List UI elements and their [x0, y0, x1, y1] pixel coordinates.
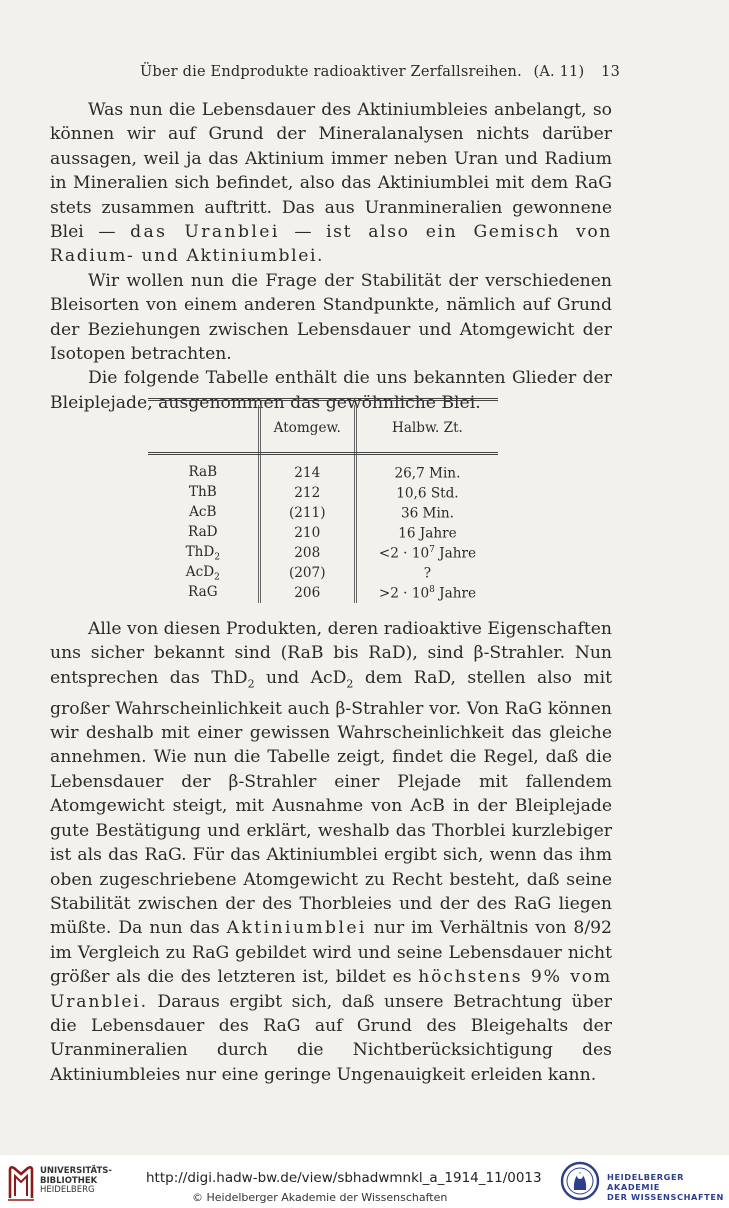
- paragraph-3: Die folgende Tabelle enthält die uns bekannten Glieder der Bleiplejade, ausgenommen das gewöhnliche Blei.: [50, 368, 612, 413]
- table-row: [148, 583, 498, 603]
- atomic-weight-cell: (207): [259, 563, 355, 583]
- library-line-1: UNIVERSITÄTS-: [40, 1166, 112, 1176]
- isotope-subscript: 2: [214, 572, 220, 583]
- table-top-rule: [148, 398, 498, 405]
- atomic-weight-cell: 212: [259, 483, 355, 503]
- half-life-cell: [355, 563, 498, 583]
- university-library-name: [40, 1167, 112, 1196]
- paragraph-4-part-b: und AcD: [254, 667, 347, 688]
- half-life-cell: [355, 483, 498, 503]
- table-header-name: [148, 405, 259, 454]
- paragraphs-bottom: [50, 617, 612, 1087]
- half-life-value: 16 Jahre: [398, 525, 457, 542]
- isotope-cell: [148, 483, 259, 503]
- isotope-cell: [148, 563, 259, 583]
- table-row: [148, 483, 498, 503]
- half-life-value: ?: [423, 565, 432, 582]
- paragraph-4-part-c: dem RaD, stellen also mit großer Wahrscheinlichkeit auch β-Strahler vor. Von RaG können wir deshalb mit einer gewissen Wahrscheinlichkeit das gleiche annehmen. Wie nun die Tabelle zeigt, findet die Regel, daß die Lebensdauer der β-Strahler einer Plejade mit fallendem Atomgewicht steigt, mit Ausnahme von AcB in der Bleiplejade gute Bestätigung und erklärt, weshalb das Thorblei kurzlebiger ist als das RaG. Für das Aktiniumblei ergibt sich, wenn das ihm oben zugeschriebene Atomgewicht zu Recht besteht, daß seine Stabilität zwischen der des Thorbleies und der des RaG liegen müßte. Da nun das: [50, 667, 613, 939]
- bleiplejade-table: [148, 398, 498, 603]
- half-life-value: 36 Min.: [400, 505, 454, 522]
- atomic-weight-cell: 210: [259, 523, 355, 543]
- paragraph-4-part-g: Daraus ergibt sich, daß unsere Betrachtung über die Lebensdauer des RaG auf Grund des Bleigehalts der Uranmineralien durch die Nichtberücksichtigung des Aktiniumbleies nur eine geringe Ungenauigkeit erleiden kann.: [50, 991, 612, 1085]
- isotope-name: RaD: [188, 523, 218, 540]
- table-row: [148, 454, 498, 484]
- table-row: [148, 563, 498, 583]
- atomic-weight-cell: 206: [259, 583, 355, 603]
- library-line-2: BIBLIOTHEK: [40, 1175, 98, 1186]
- header-ref: (A. 11): [533, 64, 585, 80]
- university-library-logo-icon: [6, 1162, 36, 1202]
- emphasis-gemisch: ist also ein Gemisch von Radium- und Aktiniumblei.: [50, 222, 612, 267]
- paragraph-1-dash: —: [279, 222, 327, 243]
- atomic-weight-cell: 208: [259, 543, 355, 563]
- half-life-cell: [355, 523, 498, 543]
- half-life-unit: Jahre: [434, 545, 477, 562]
- paragraph-1: [50, 98, 612, 269]
- isotope-name: AcD: [185, 563, 215, 580]
- isotope-cell: [148, 503, 259, 523]
- isotope-name: RaB: [188, 463, 218, 480]
- copyright-notice: © Heidelberger Akademie der Wissenschaften: [192, 1191, 448, 1204]
- academy-line-2: DER WISSENSCHAFTEN: [607, 1192, 725, 1202]
- isotope-cell: [148, 583, 259, 603]
- table-header-atomgew: Atomgew.: [259, 405, 355, 454]
- table-row: [148, 543, 498, 563]
- isotope-subscript: 2: [214, 552, 221, 563]
- header-ref-and-page: [533, 64, 620, 80]
- half-life-exponent: 8: [429, 584, 435, 595]
- running-header: [140, 64, 620, 80]
- paragraph-4-part-a: Alle von diesen Produkten, deren radioaktive Eigenschaften uns sicher bekannt sind (RaB bis RaD), sind β-Strahler. Nun entsprechen das ThD: [50, 619, 612, 688]
- half-life-value: 10,6 Std.: [396, 485, 459, 502]
- paragraph-1-text: Was nun die Lebensdauer des Aktiniumbleies anbelangt, so können wir auf Grund der Mineralanalysen nichts darüber aussagen, weil ja das Aktinium immer neben Uran und Radium in Mineralien sich befindet, also das Aktiniumblei mit dem RaG stets zusammen auftritt. Das aus Uranmineralien gewonnene Blei —: [50, 100, 612, 243]
- table-row: [148, 523, 498, 543]
- isotope-cell: [148, 454, 259, 484]
- half-life-cell: [355, 583, 498, 603]
- paragraph-4-part-e: nur im Verhältnis von 8/92 im Vergleich zu RaG gebildet wird und seine Lebensdauer nicht größer als die des letzteren ist, bildet es: [50, 918, 612, 988]
- table-header-halbw: Halbw. Zt.: [355, 405, 498, 454]
- table: [148, 405, 498, 603]
- library-line-3: HEIDELBERG: [40, 1185, 95, 1195]
- emphasis-aktiniumblei: Aktiniumblei: [226, 918, 367, 939]
- half-life-value: 26,7 Min.: [394, 465, 461, 482]
- header-title: Über die Endprodukte radioaktiver Zerfallsreihen.: [140, 64, 522, 80]
- paragraph-2: Wir wollen nun die Frage der Stabilität der verschiedenen Bleisorten von einem anderen Standpunkte, nämlich auf Grund der Beziehungen zwischen Lebensdauer und Atomgewicht der Isotopen betrachten.: [50, 270, 612, 365]
- emphasis-hoechstens: höchstens 9% vom Uranblei.: [50, 967, 612, 1012]
- isotope-cell: [148, 543, 259, 563]
- half-life-cell: [355, 503, 498, 523]
- half-life-exponent: 7: [429, 544, 435, 555]
- subscript: 2: [247, 677, 255, 691]
- isotope-name: ThB: [188, 483, 217, 500]
- half-life-cell: [355, 454, 498, 484]
- table-row: [148, 503, 498, 523]
- paragraph-4: [50, 617, 612, 1087]
- isotope-cell: [148, 523, 259, 543]
- table-header-row: [148, 405, 498, 454]
- atomic-weight-cell: 214: [259, 454, 355, 484]
- half-life-cell: [355, 543, 498, 563]
- academy-name: [607, 1172, 729, 1202]
- table-body: [148, 454, 498, 604]
- isotope-name: ThD: [185, 543, 215, 560]
- subscript: 2: [346, 677, 354, 691]
- page-number: 13: [601, 64, 620, 80]
- half-life-value: >2 · 10: [378, 585, 430, 602]
- isotope-name: AcB: [189, 503, 217, 520]
- academy-line-1: HEIDELBERGER AKADEMIE: [607, 1172, 685, 1192]
- atomic-weight-cell: (211): [259, 503, 355, 523]
- paragraphs-top: [50, 98, 612, 415]
- academy-seal-icon: [560, 1160, 600, 1202]
- half-life-unit: Jahre: [434, 585, 477, 602]
- emphasis-uranblei: das Uranblei: [130, 222, 280, 243]
- half-life-value: <2 · 10: [378, 545, 430, 562]
- isotope-name: RaG: [188, 583, 218, 600]
- permalink-url[interactable]: http://digi.hadw-bw.de/view/sbhadwmnkl_a_1914_11/0013: [146, 1170, 542, 1186]
